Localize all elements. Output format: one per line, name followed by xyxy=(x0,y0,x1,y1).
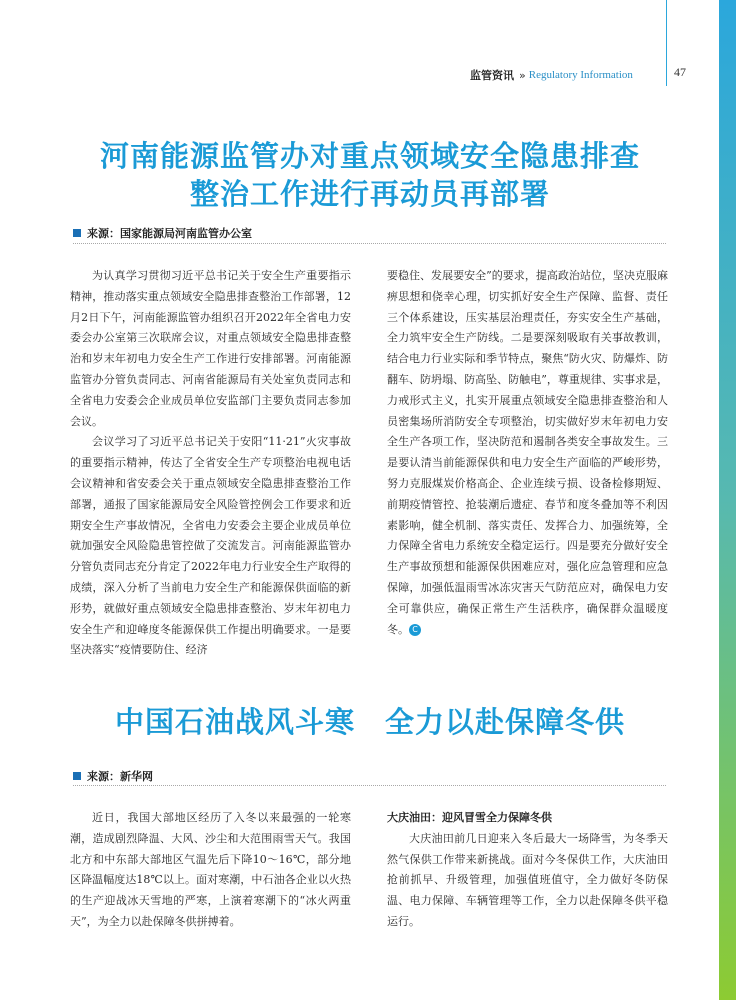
article1-paragraph-2: 会议学习了习近平总书记关于安阳“11·21”火灾事故的重要指示精神，传达了全省安全生产专项整治电视电话会议精神和省安委会关于重点领域安全隐患排查整治工作部署，通报了国家能源局安全风险管控例会工作要求和近期安全生产事故情况，全省电力安委会主要企业成员单位就加强安全风险隐患管控做了交流发言。河南能源监管办分管负责同志充分肯定了2022年电力行业安全生产取得的成绩，深入分析了当前电力安全生产和能源保供面临的新形势，就做好重点领域安全隐患排查整治、岁末年初电力安全生产和迎峰度冬能源保供工作提出明确要求。一是要坚决落实“疫情要防住、经济 xyxy=(70,435,351,657)
article1-source-text: 来源：国家能源局河南监管办公室 xyxy=(87,227,252,240)
header-divider-line xyxy=(666,0,667,86)
article1-paragraph-2-continued xyxy=(387,266,668,640)
article2-paragraph-1: 近日，我国大部地区经历了入冬以来最强的一轮寒潮，造成剧烈降温、大风、沙尘和大范围雨雪天气。我国北方和中东部大部地区气温先后下降10～16℃，部分地区降温幅度达18℃以上。面对寒潮，中石油各企业以火热的生产迎战冰天雪地的严寒，上演着寒潮下的“冰火两重天”，为全力以赴保障冬供拼搏着。 xyxy=(70,811,351,928)
article2-subheading: 大庆油田：迎风冒雪全力保障冬供 xyxy=(387,811,552,824)
double-chevron-icon: » xyxy=(519,68,526,82)
article1-title-line2: 整治工作进行再动员再部署 xyxy=(189,177,550,211)
article2-dotted-divider xyxy=(73,785,666,786)
article1-source xyxy=(73,225,252,241)
decorative-side-bar xyxy=(719,0,736,1000)
article1-right-text: 要稳住、发展要安全”的要求，提高政治站位，坚决克服麻痹思想和侥幸心理，切实抓好安全生产保障、监督、责任三个体系建设，压实基层治理责任，夯实安全生产基础，全力筑牢安全生产防线。二是要深刻吸取有关事故教训，结合电力行业实际和季节特点，聚焦“防火灾、防爆炸、防翻车、防坍塌、防高坠、防触电”，尊重规律、实事求是，力戒形式主义，扎实开展重点领域安全隐患排查整治和人员密集场所消防安全专项整治，切实做好岁末年初电力安全生产各项工作，坚决防范和遏制各类安全事故发生。三是要认清当前能源保供和电力安全生产面临的严峻形势，努力克服煤炭价格高企、企业连续亏损、设备检修期短、前期疫情管控、抢装潮后遗症、春节和度冬叠加等不利因素影响，健全机制、落实责任、发挥合力、加强统筹，全力保障全省电力系统安全稳定运行。四是要充分做好安全生产事故预想和能源保供困难应对，强化应急管理和应急保障，加强低温雨雪冰冻灾害天气防范应对，确保电力安全可靠供应，确保正常生产生活秩序，确保群众温暖度冬。 xyxy=(387,269,668,636)
page-number: 47 xyxy=(674,65,686,79)
article1-column-left xyxy=(70,266,351,661)
running-header xyxy=(470,66,633,84)
article1-title-line1: 河南能源监管办对重点领域安全隐患排查 xyxy=(99,139,640,173)
article2-paragraph-2: 大庆油田前几日迎来入冬后最大一场降雪，为冬季天然气保供工作带来新挑战。面对今冬保供工作，大庆油田抢前抓早、升级管理，加强值班值守，全力做好冬防保温、电力保障、车辆管理等工作，全力以赴保障冬供平稳运行。 xyxy=(387,831,668,928)
article1-dotted-divider xyxy=(73,243,666,244)
article2-source xyxy=(73,768,153,784)
header-section-title-en: Regulatory Information xyxy=(528,69,633,81)
article2-title: 中国石油战风斗寒 全力以赴保障冬供 xyxy=(114,705,625,739)
header-section-title: 监管资讯 xyxy=(470,69,514,82)
article2-column-right xyxy=(387,808,668,933)
article1-column-right xyxy=(387,266,668,640)
article2-column-left xyxy=(70,808,351,933)
article2-source-text: 来源：新华网 xyxy=(87,770,153,783)
article-end-icon: C xyxy=(409,624,421,636)
article1-title xyxy=(50,137,690,213)
square-bullet-icon xyxy=(73,229,81,237)
square-bullet-icon xyxy=(73,772,81,780)
article1-paragraph-1: 为认真学习贯彻习近平总书记关于安全生产重要指示精神，推动落实重点领域安全隐患排查整治工作部署，12月2日下午，河南能源监管办组织召开2022年全省电力安委会办公室第三次联席会议，对重点领域安全隐患排查整治和岁末年初电力安全生产工作进行安排部署。河南能源监管办分管负责同志、河南省能源局有关处室负责同志和全省电力安委会企业成员单位安监部门主要负责同志参加会议。 xyxy=(70,269,351,428)
